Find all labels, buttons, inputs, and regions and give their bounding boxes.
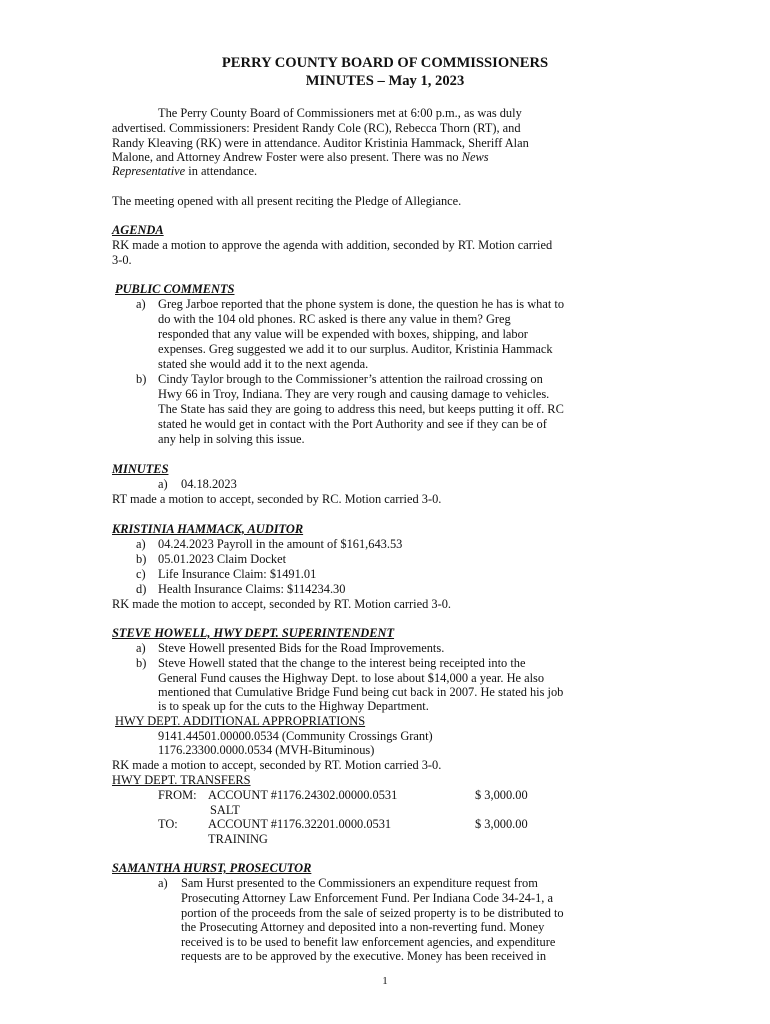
intro-line: advertised. Commissioners: President Randy Cole (RC), Rebecca Thorn (RT), and: [112, 121, 521, 135]
intro-line: The Perry County Board of Commissioners met at 6:00 p.m., as was duly: [158, 106, 522, 120]
public-comment-a: expenses. Greg suggested we add it to our surplus. Auditor, Kristinia Hammack: [158, 342, 553, 356]
hwy-item-b: General Fund causes the Highway Dept. to lose about $14,000 a year. He also: [158, 671, 545, 685]
public-comment-b: Hwy 66 in Troy, Indiana. They are very rough and causing damage to vehicles.: [158, 387, 550, 401]
representative-italic: Representative: [112, 164, 186, 178]
list-marker: c): [136, 567, 146, 581]
list-marker: b): [136, 656, 147, 670]
transfer-to-name: TRAINING: [208, 832, 268, 846]
public-comment-b: Cindy Taylor brough to the Commissioner’s attention the railroad crossing on: [158, 372, 543, 386]
transfer-from-name: SALT: [210, 803, 240, 817]
public-comment-a: stated she would add it to the next agenda.: [158, 357, 369, 371]
list-marker: b): [136, 372, 147, 386]
public-comments-heading: PUBLIC COMMENTS: [115, 282, 235, 296]
prosecutor-item: Sam Hurst presented to the Commissioners an expenditure request from: [181, 876, 538, 890]
hwy-item-a: Steve Howell presented Bids for the Road Improvements.: [158, 641, 445, 655]
minutes-heading: MINUTES: [112, 462, 169, 476]
prosecutor-item: Prosecuting Attorney Law Enforcement Fund. Per Indiana Code 34-24-1, a: [181, 891, 553, 905]
intro-text: Malone, and Attorney Andrew Foster were also present. There was no: [112, 150, 462, 164]
hwy-item-b: mentioned that Cumulative Bridge Fund being cut back in 2007. He stated his job: [158, 685, 564, 699]
auditor-item: 05.01.2023 Claim Docket: [158, 552, 287, 566]
intro-line: Randy Kleaving (RK) were in attendance. Auditor Kristinia Hammack, Sheriff Alan: [112, 136, 529, 150]
agenda-heading: AGENDA: [112, 223, 164, 237]
transfer-from-label: FROM:: [158, 788, 197, 802]
list-marker: a): [158, 876, 168, 890]
minutes-motion: RT made a motion to accept, seconded by RC. Motion carried 3-0.: [112, 492, 442, 506]
agenda-text: 3-0.: [112, 253, 132, 267]
approp-motion: RK made a motion to accept, seconded by RT. Motion carried 3-0.: [112, 758, 442, 772]
hwy-item-b: is to speak up for the cuts to the Highway Department.: [158, 699, 429, 713]
public-comment-b: The State has said they are going to address this need, but keeps putting it off. RC: [158, 402, 564, 416]
prosecutor-heading: SAMANTHA HURST, PROSECUTOR: [112, 861, 312, 875]
transfer-to-account: ACCOUNT #1176.32201.0000.0531: [208, 817, 392, 831]
auditor-motion: RK made the motion to accept, seconded by RT. Motion carried 3-0.: [112, 597, 451, 611]
transfer-from-amount: $ 3,000.00: [475, 788, 528, 802]
auditor-item: 04.24.2023 Payroll in the amount of $161,643.53: [158, 537, 403, 551]
intro-line: [112, 150, 489, 165]
list-marker: a): [136, 297, 146, 311]
prosecutor-item: portion of the proceeds from the sale of seized property is to be distributed to: [181, 906, 564, 920]
list-marker: a): [136, 537, 146, 551]
hwy-heading: STEVE HOWELL, HWY DEPT. SUPERINTENDENT: [112, 626, 395, 640]
intro-text: in attendance.: [185, 164, 258, 178]
hwy-item-b: Steve Howell stated that the change to the interest being receipted into the: [158, 656, 526, 670]
public-comment-a: do with the 104 old phones. RC asked is there any value in them? Greg: [158, 312, 511, 326]
auditor-item: Life Insurance Claim: $1491.01: [158, 567, 317, 581]
list-marker: b): [136, 552, 147, 566]
public-comment-a: Greg Jarboe reported that the phone system is done, the question he has is what to: [158, 297, 565, 311]
approp-heading: HWY DEPT. ADDITIONAL APPROPRIATIONS: [115, 714, 366, 728]
document-subtitle: MINUTES – May 1, 2023: [305, 73, 465, 89]
prosecutor-item: the Prosecuting Attorney and deposited into a non-reverting fund. Money: [181, 920, 545, 934]
transfer-from-account: ACCOUNT #1176.24302.00000.0531: [208, 788, 398, 802]
list-marker: a): [158, 477, 168, 491]
news-italic: News: [461, 150, 489, 164]
page-number: 1: [382, 975, 388, 987]
transfers-heading: HWY DEPT. TRANSFERS: [112, 773, 251, 787]
list-marker: d): [136, 582, 147, 596]
prosecutor-item: requests are to be approved by the executive. Money has been received in: [181, 949, 547, 963]
public-comment-b: any help in solving this issue.: [158, 432, 305, 446]
list-marker: a): [136, 641, 146, 655]
approp-line: 1176.23300.0000.0534 (MVH-Bituminous): [158, 743, 375, 757]
public-comment-b: stated he would get in contact with the Port Authority and see if they can be of: [158, 417, 547, 431]
transfer-to-amount: $ 3,000.00: [475, 817, 528, 831]
intro-line: [112, 164, 257, 179]
transfer-to-label: TO:: [158, 817, 178, 831]
auditor-heading: KRISTINIA HAMMACK, AUDITOR: [112, 522, 304, 536]
prosecutor-item: received is to be used to benefit law enforcement agencies, and expenditure: [181, 935, 556, 949]
pledge-text: The meeting opened with all present reciting the Pledge of Allegiance.: [112, 194, 462, 208]
approp-line: 9141.44501.00000.0534 (Community Crossings Grant): [158, 729, 433, 743]
agenda-text: RK made a motion to approve the agenda with addition, seconded by RT. Motion carried: [112, 238, 553, 252]
auditor-item: Health Insurance Claims: $114234.30: [158, 582, 346, 596]
public-comment-a: responded that any value will be expended with boxes, shipping, and labor: [158, 327, 528, 341]
minutes-date: 04.18.2023: [181, 477, 237, 491]
document-title: PERRY COUNTY BOARD OF COMMISSIONERS: [221, 55, 549, 71]
